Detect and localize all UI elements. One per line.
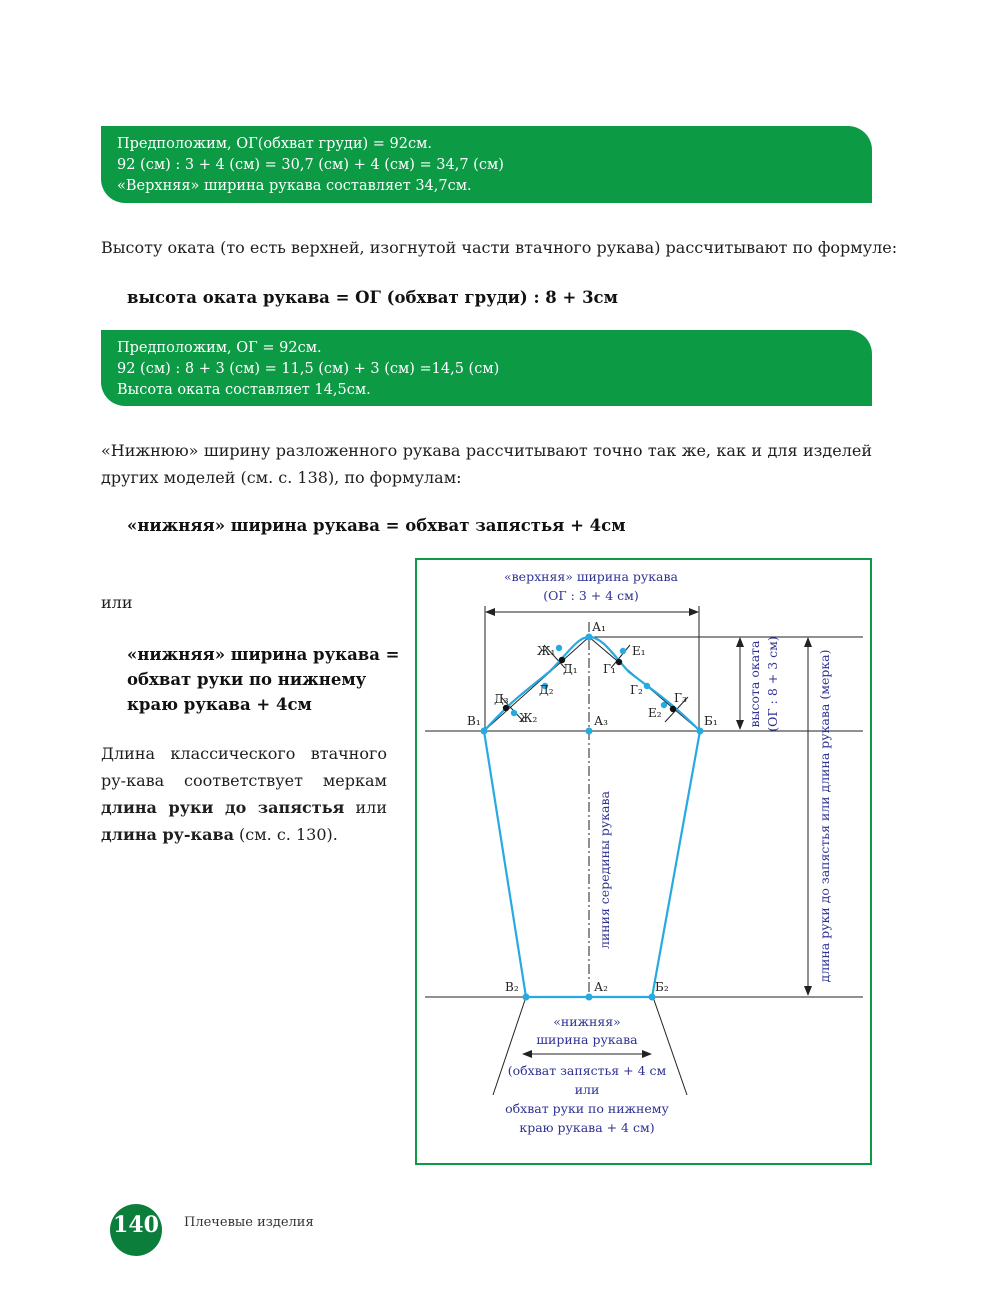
sleeve-diagram-svg — [417, 560, 874, 1167]
label-d2: Д₂ — [539, 683, 554, 697]
example-line: Предположим, ОГ = 92см. — [117, 340, 322, 356]
label-d1: Д₁ — [563, 662, 578, 676]
bottom-width-formula: (обхват запястья + 4 см — [507, 1063, 667, 1078]
top-width-label: «верхняя» ширина рукава — [503, 569, 679, 584]
formula-line: краю рукава + 4см — [127, 695, 312, 714]
paragraph-sleeve-length — [101, 740, 387, 848]
point-e2 — [661, 702, 667, 708]
formula-line: «нижняя» ширина рукава = — [127, 645, 400, 664]
bottom-width-label: ширина рукава — [536, 1032, 638, 1047]
example-line: Высота оката составляет 14,5см. — [117, 382, 371, 398]
bold-term: длина ру-кава — [101, 825, 234, 844]
text-span: Длина классического втачного ру-кава соответствует меркам — [101, 744, 387, 790]
example-box-cap-height — [101, 330, 872, 406]
bold-term: длина руки до запястья — [101, 798, 345, 817]
formula-bottom-width-arm — [127, 642, 400, 717]
text-span: или — [344, 798, 387, 817]
paragraph-bottom-width-intro: «Нижнюю» ширину разложенного рукава рассчитывают точно так же, как и для изделей других моделей (см. с. 138), по формулам: — [101, 441, 872, 487]
label-a2: А₂ — [594, 980, 608, 994]
top-width-formula: (ОГ : 3 + 4 см) — [543, 588, 639, 603]
bottom-width-formula: краю рукава + 4 см) — [519, 1120, 655, 1135]
label-zh2: Ж₂ — [519, 711, 538, 725]
bottom-guide-right — [653, 997, 687, 1095]
example-line: «Верхняя» ширина рукава составляет 34,7см. — [117, 178, 472, 194]
example-box-top-width — [101, 126, 872, 203]
section-title: Плечевые изделия — [184, 1215, 314, 1230]
example-line: 92 (см) : 8 + 3 (см) = 11,5 (см) + 3 (см) =14,5 (см) — [117, 361, 500, 377]
point-a1 — [586, 634, 593, 641]
label-v1: В₁ — [467, 714, 481, 728]
label-b1: Б₁ — [704, 714, 718, 728]
label-d3: Д₃ — [494, 692, 509, 706]
point-v2 — [523, 994, 530, 1001]
bottom-guide-left — [493, 997, 526, 1095]
sleeve-pattern-diagram — [415, 558, 872, 1165]
point-g2 — [644, 683, 650, 689]
label-a1: А₁ — [592, 620, 606, 634]
label-zh1: Ж₁ — [537, 644, 556, 658]
cap-height-formula: (ОГ : 8 + 3 см) — [765, 636, 780, 732]
label-g2: Г₂ — [630, 683, 643, 697]
text-span: (см. с. 130). — [233, 825, 338, 844]
label-e2: Е₂ — [648, 706, 662, 720]
formula-cap-height: высота оката рукава = ОГ (обхват груди) : 8 + 3см — [127, 288, 618, 307]
point-g3 — [670, 706, 676, 712]
example-line: 92 (см) : 3 + 4 (см) = 30,7 (см) + 4 (см) = 34,7 (см) — [117, 157, 504, 173]
paragraph-cap-height-intro: Высоту оката (то есть верхней, изогнутой части втачного рукава) рассчитывают по формуле: — [101, 238, 898, 257]
point-g1 — [616, 659, 622, 665]
or-word: или — [101, 593, 133, 612]
example-line: Предположим, ОГ(обхват груди) = 92см. — [117, 136, 432, 152]
page-number: 140 — [113, 1212, 159, 1238]
point-a2 — [586, 994, 593, 1001]
point-v1 — [481, 728, 488, 735]
center-line-label: линия середины рукава — [597, 791, 612, 949]
bottom-width-or: или — [574, 1082, 600, 1097]
point-zh2 — [511, 710, 517, 716]
bottom-width-formula: обхват руки по нижнему — [505, 1101, 669, 1116]
label-e1: Е₁ — [632, 644, 646, 658]
point-a3 — [586, 728, 593, 735]
sleeve-pattern-outline — [484, 637, 700, 997]
blue-points — [481, 634, 704, 1001]
formula-line: обхват руки по нижнему — [127, 670, 367, 689]
bottom-width-label: «нижняя» — [553, 1014, 621, 1029]
label-g3: Г₃ — [674, 691, 687, 705]
point-zh1 — [556, 645, 562, 651]
point-b1 — [697, 728, 704, 735]
label-v2: В₂ — [505, 980, 519, 994]
formula-bottom-width-wrist: «нижняя» ширина рукава = обхват запястья + 4см — [127, 516, 626, 535]
point-b2 — [649, 994, 656, 1001]
sleeve-length-label: длина руки до запястья или длина рукава (мерка) — [817, 649, 832, 983]
label-a3: А₃ — [594, 714, 608, 728]
label-b2: Б₂ — [655, 980, 669, 994]
point-e1 — [620, 648, 626, 654]
cap-height-label: высота оката — [747, 640, 762, 728]
label-g1: Г₁ — [603, 662, 616, 676]
